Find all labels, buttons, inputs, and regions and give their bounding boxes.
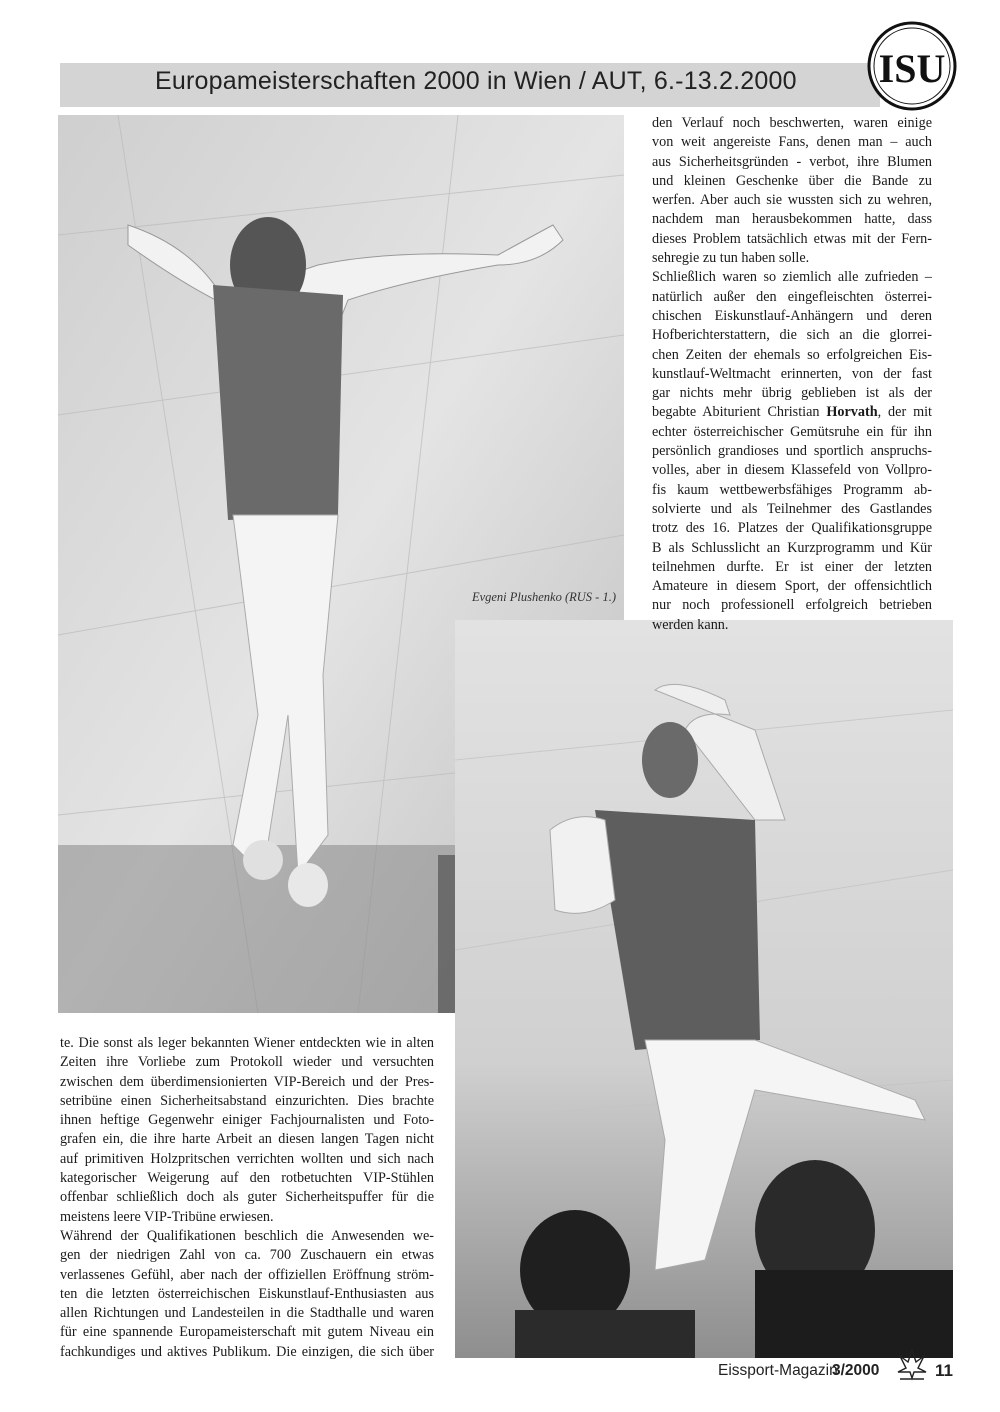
text-line: ten die letzten österreichischen Eiskunstlauf-Enthusiasten aus [60, 1285, 434, 1302]
skater-logo-icon [896, 1348, 928, 1382]
text-segment: , der mit [877, 404, 932, 421]
text-line: verlassenes Gefühl, aber nach der offiziellen Eröffnung ström- [60, 1266, 434, 1283]
text-line: solvierte und als Teilnehmer des Gastlandes [652, 500, 932, 517]
text-line: ihnen heftige Gegenwehr einiger Fachjournalisten und Foto- [60, 1112, 434, 1129]
text-line: nachdem man herausbekommen hatte, dass [652, 211, 932, 228]
text-column-left [60, 1034, 434, 1362]
text-line: Schließlich waren so ziemlich alle zufrieden – [652, 269, 932, 286]
text-line: Hofberichterstattern, die sich an die glorrei- [652, 327, 932, 344]
text-line: natürlich außer den eingefleischten österrei- [652, 288, 932, 305]
text-line: offenbar schließlich doch als guter Sicherheitspuffer für die [60, 1189, 434, 1206]
text-line: zwischen dem überdimensionierten VIP-Bereich und der Pres- [60, 1073, 434, 1090]
text-line: trotz des 16. Platzes der Qualifikationsgruppe [652, 520, 932, 537]
page-title: Europameisterschaften 2000 in Wien / AUT, 6.-13.2.2000 [155, 67, 797, 95]
text-line: gen der niedrigen Zahl von ca. 700 Zuschauern ein etwas [60, 1247, 434, 1264]
text-line: B als Schlusslicht an Kurzprogramm und Kür [652, 539, 932, 556]
text-line: volles, aber in diesem Klassefeld von Vollpro- [652, 462, 932, 479]
text-line: setribüne einen Sicherheitsabstand einzurichten. Dies brachte [60, 1092, 434, 1109]
text-line: von weit angereiste Fans, denen man – auch [652, 134, 932, 151]
text-line: auf primitiven Holzpritschen verrichten wollten und sich nach [60, 1150, 434, 1167]
text-line: für eine spannende Europameisterschaft mit gutem Niveau ein [60, 1324, 434, 1341]
page-number: 11 [935, 1361, 953, 1380]
text-line: werfen. Aber auch sie wussten sich zu wehren, [652, 192, 932, 209]
text-line: aus Sicherheitsgründen - verbot, ihre Blumen [652, 153, 932, 170]
text-line: Während der Qualifikationen beschlich die Anwesenden we- [60, 1227, 434, 1244]
text-line: meistens leere VIP-Tribüne erwiesen. [60, 1208, 274, 1225]
text-line: teilnehmen durfte. Er ist einer der letzten [652, 558, 932, 575]
isu-logo-text: ISU [878, 46, 946, 91]
text-line: Zeiten ihre Vorliebe zum Protokoll wieder und versuchten [60, 1054, 434, 1071]
text-line: den Verlauf noch beschwerten, waren einige [652, 115, 932, 131]
text-line: werden kann. [652, 616, 729, 633]
text-line: chen Zeiten der ehemals so erfolgreichen Eis- [652, 346, 932, 363]
text-column-right [652, 114, 932, 635]
text-line: echter österreichischer Gemütsruhe ein für ihn [652, 423, 932, 440]
photo-caption: Evgeni Plushenko (RUS - 1.) [471, 590, 616, 604]
text-line: dieses Problem tatsächlich etwas mit der Fern- [652, 230, 932, 247]
text-line: chischen Eiskunstlauf-Anhängern und deren [652, 307, 932, 324]
text-line: sehregie zu tun haben solle. [652, 250, 810, 267]
text-line: allen Richtungen und Landesteilen in die Stadthalle und waren [60, 1305, 434, 1322]
text-line: gar nichts mehr übrig geblieben ist als der [652, 385, 932, 402]
athlete-name-bold: Horvath [826, 404, 878, 421]
text-line: te. Die sonst als leger bekannten Wiener entdeckten wie in alten [60, 1035, 434, 1051]
text-segment: begabte Abiturient Christian [652, 404, 827, 421]
isu-logo [866, 20, 958, 112]
text-line: fachkundiges und aktives Publikum. Die einzigen, die sich über [60, 1343, 434, 1360]
text-line: fis kaum wettbewerbsfähiges Programm ab- [652, 481, 932, 498]
text-line: grafen ein, die ihre harte Arbeit an diesen langen Tagen nicht [60, 1131, 434, 1148]
text-line-with-name [652, 403, 932, 422]
skater-photo-2 [455, 620, 953, 1358]
text-line: nur noch professionell erfolgreich betrieben [652, 597, 932, 614]
text-line: kategorischer Weigerung auf den rotbetuchten VIP-Stühlen [60, 1170, 434, 1187]
footer-magazine-name: Eissport-Magazin [718, 1362, 838, 1379]
text-line: und kleinen Geschenke über die Bande zu [652, 172, 932, 189]
text-line: Amateure in diesem Sport, der offensichtlich [652, 578, 932, 595]
footer-issue: 3/2000 [832, 1362, 880, 1379]
text-line: persönlich grandioses und sportlich anspruchs- [652, 443, 932, 460]
text-line: kunstlauf-Weltmacht erinnerten, von der fast [652, 365, 932, 382]
